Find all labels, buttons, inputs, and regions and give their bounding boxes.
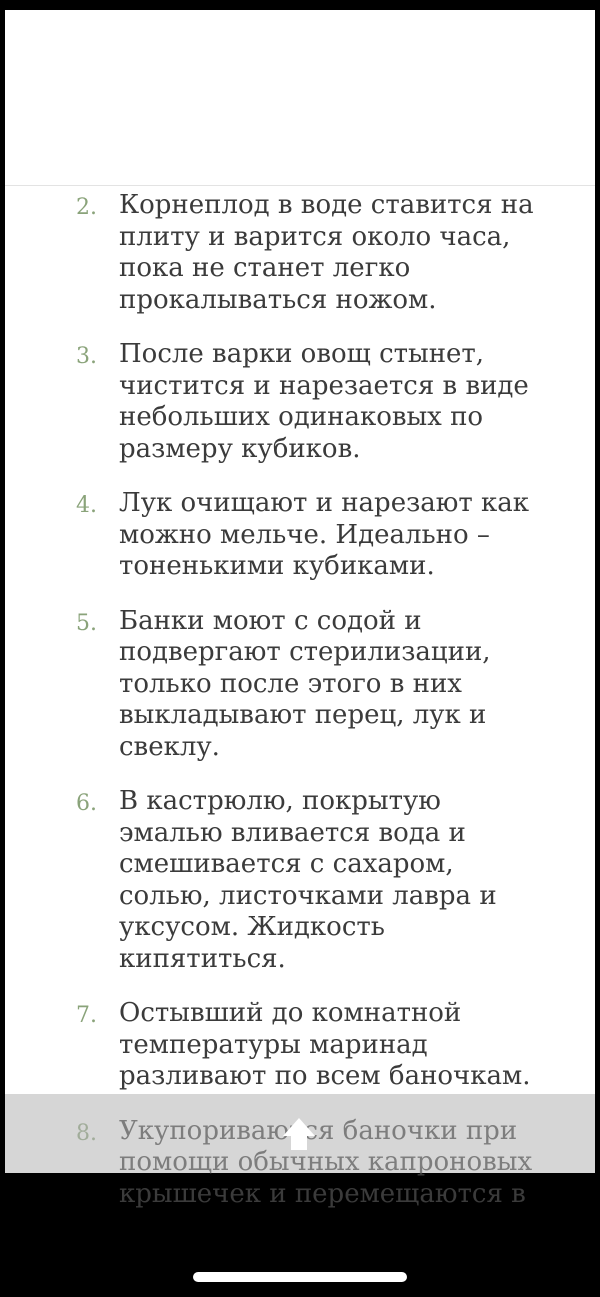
step-text: В кастрюлю, покрытую эмалью вливается вода и смешивается с сахаром, солью, листочками лавра и уксусом. Жидкость кипятиться.: [119, 786, 497, 974]
list-item: [5, 190, 595, 316]
arrow-up-icon: [279, 1114, 319, 1152]
step-number: 3.: [76, 344, 97, 369]
step-number: 2.: [76, 195, 97, 220]
list-item: [5, 786, 595, 975]
recipe-steps-list: [5, 190, 595, 1233]
step-number: 6.: [76, 791, 97, 816]
list-item: [5, 488, 595, 583]
step-number: 4.: [76, 493, 97, 518]
step-text: Остывший до комнатной температуры маринад разливают по всем баночкам.: [119, 998, 531, 1091]
step-number: 7.: [76, 1003, 97, 1028]
scroll-to-top-button[interactable]: [277, 1113, 321, 1153]
list-item: [5, 998, 595, 1093]
step-text: Корнеплод в воде ставится на плиту и варится около часа, пока не станет легко прокалываться ножом.: [119, 190, 534, 315]
list-item: [5, 606, 595, 764]
list-item: [5, 339, 595, 465]
step-text: После варки овощ стынет, чистится и нарезается в виде небольших одинаковых по размеру кубиков.: [119, 339, 529, 464]
step-number: 5.: [76, 610, 97, 636]
page-screen: [5, 10, 595, 1209]
step-text: Лук очищают и нарезают как можно мельче. Идеально – тоненькими кубиками.: [119, 488, 530, 581]
home-indicator[interactable]: [193, 1272, 407, 1282]
step-text: Банки моют с содой и подвергают стерилизации, только после этого в них выкладывают перец, лук и свеклу.: [119, 605, 491, 762]
header-divider: [5, 185, 595, 186]
step-text: крышечек и перемещаются в: [119, 1178, 526, 1209]
